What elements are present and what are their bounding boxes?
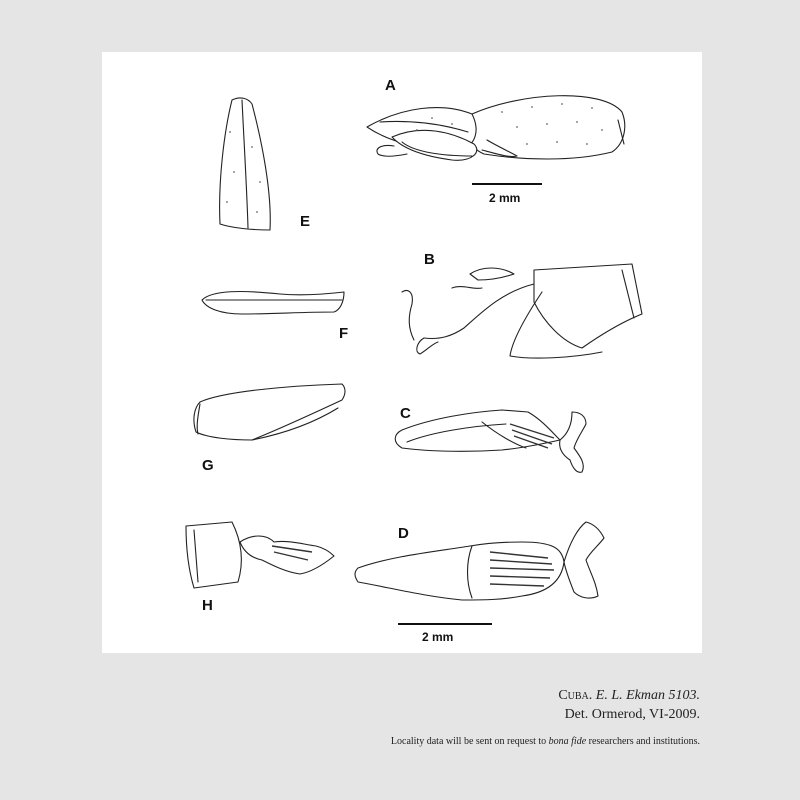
label-g: G <box>202 457 214 474</box>
label-e: E <box>300 213 311 230</box>
scale-bar-bottom <box>398 624 492 644</box>
label-d: D <box>398 525 409 542</box>
label-f: F <box>339 325 349 342</box>
figure-f <box>202 292 348 342</box>
figure-e <box>220 98 310 230</box>
figure-g <box>194 384 345 474</box>
note-italic: bona fide <box>548 736 587 747</box>
figure-h <box>186 522 334 614</box>
botanical-drawings <box>102 52 702 653</box>
figure-b <box>402 251 642 358</box>
label-c: C <box>400 405 411 422</box>
determination: Det. Ormerod, VI-2009. <box>564 707 700 722</box>
scale-bar-top <box>472 184 542 205</box>
specimen-caption <box>558 686 700 724</box>
scale-bar-top-label: 2 mm <box>489 191 521 205</box>
locality: Cuba. <box>558 688 593 703</box>
scale-bar-bottom-label: 2 mm <box>422 630 454 644</box>
illustration-plate <box>102 52 702 653</box>
figure-a <box>367 77 625 160</box>
note-suffix: researchers and institutions. <box>588 736 700 747</box>
locality-note <box>391 736 700 747</box>
note-prefix: Locality data will be sent on request to <box>390 736 547 747</box>
collection-line <box>558 686 700 705</box>
label-b: B <box>424 251 435 268</box>
collector: E. L. Ekman 5103. <box>595 688 700 703</box>
label-a: A <box>385 77 396 94</box>
figure-c <box>395 405 586 472</box>
figure-d <box>355 522 604 600</box>
label-h: H <box>202 597 213 614</box>
